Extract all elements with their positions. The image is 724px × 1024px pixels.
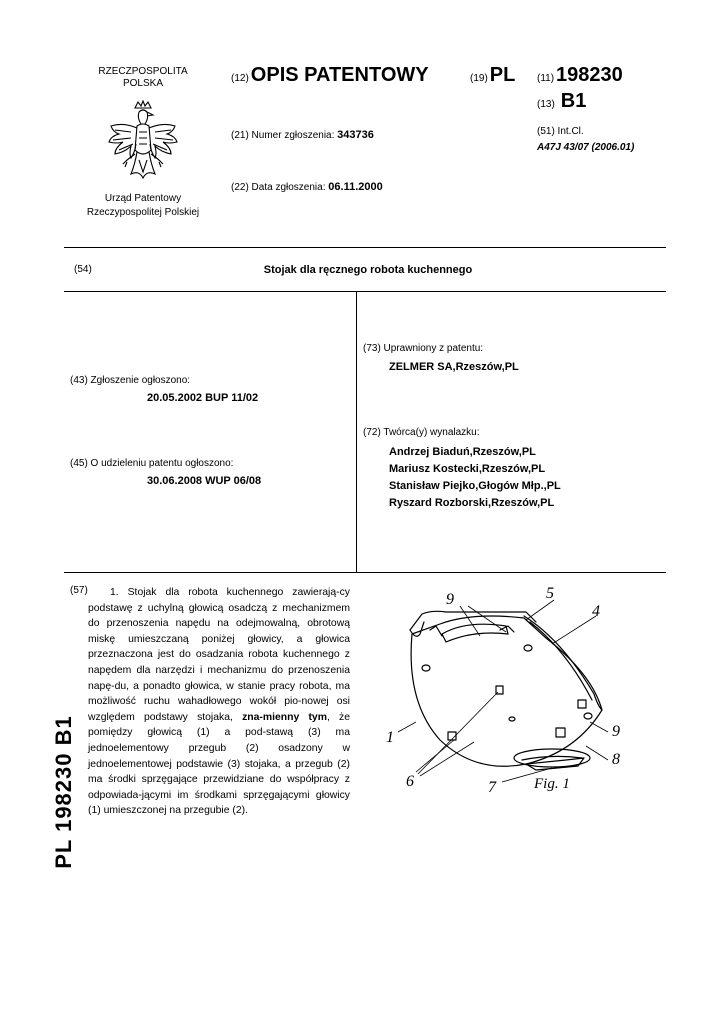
ipc-label: (51) Int.Cl. bbox=[537, 126, 584, 137]
figure-label-5: 5 bbox=[546, 585, 554, 602]
application-date-label: (22) Data zgłoszenia: bbox=[231, 182, 326, 193]
inventor-2: Mariusz Kostecki,Rzeszów,PL bbox=[389, 463, 546, 475]
country-line-2: POLSKA bbox=[122, 78, 164, 89]
country-line-1: RZECZPOSPOLITA bbox=[98, 66, 188, 77]
country-name bbox=[80, 66, 206, 90]
inventor-4: Ryszard Rozborski,Rzeszów,PL bbox=[389, 497, 555, 509]
inventor-3: Stanisław Piejko,Głogów Młp.,PL bbox=[389, 480, 561, 492]
country-code bbox=[470, 64, 515, 87]
figure-caption: Fig. 1 bbox=[534, 776, 570, 792]
base-tab bbox=[526, 758, 584, 770]
document-type-code: (12) bbox=[231, 73, 249, 84]
figure-label-4: 4 bbox=[592, 603, 600, 620]
office-line-1: Urząd Patentowy bbox=[104, 193, 182, 204]
invention-title: Stojak dla ręcznego robota kuchennego bbox=[263, 264, 473, 276]
inventor-1: Andrzej Biaduń,Rzeszów,PL bbox=[389, 446, 536, 458]
application-number bbox=[231, 129, 374, 141]
patent-number bbox=[537, 64, 623, 87]
proprietor-name: ZELMER SA,Rzeszów,PL bbox=[389, 361, 519, 373]
kind-code-label: (13) bbox=[537, 99, 555, 110]
head-top-surface bbox=[410, 611, 536, 630]
claim-text-bold: zna-mienny tym bbox=[242, 711, 327, 723]
divider-column bbox=[356, 291, 357, 572]
inventors-label: (72) Twórca(y) wynalazku: bbox=[363, 427, 480, 438]
figure-label-8: 8 bbox=[612, 751, 620, 768]
polish-eagle-emblem-icon bbox=[105, 100, 181, 186]
claim-number: 1. bbox=[110, 587, 119, 598]
proprietor-label: (73) Uprawniony z patentu: bbox=[363, 343, 484, 354]
divider-top bbox=[64, 247, 666, 248]
application-date-value: 06.11.2000 bbox=[328, 181, 383, 193]
side-patent-label bbox=[34, 712, 94, 872]
document-type-text: OPIS PATENTOWY bbox=[250, 64, 429, 86]
kind-code bbox=[537, 90, 586, 113]
head-body-outline bbox=[411, 616, 602, 766]
claim-text-part2: , że pomiędzy głowicą (1) a pod-stawą (3) ma jednoelementowy przegub (2) osadzony w jednoelementowej podstawie (3) stojaka, a przegub (2) ma środki sprzęgające przewidziane do współpracy z odpowiada-jącymi im środkami sprzęgającymi głowicy (1) umieszczonej na przegubie (2). bbox=[88, 711, 350, 817]
granted-value: 30.06.2008 WUP 06/08 bbox=[147, 475, 262, 487]
figure-label-9-right: 9 bbox=[612, 723, 620, 740]
inventors-list bbox=[389, 444, 561, 512]
granted-label: (45) O udzieleniu patentu ogłoszono: bbox=[70, 458, 234, 469]
announced-label: (43) Zgłoszenie ogłoszono: bbox=[70, 375, 191, 386]
application-number-value: 343736 bbox=[337, 129, 374, 141]
patent-number-value: 198230 bbox=[556, 64, 623, 86]
patent-figure bbox=[376, 582, 634, 800]
country-code-value: PL bbox=[489, 64, 516, 86]
claim-text-part1: Stojak dla robota kuchennego zawierają-cy podstawę z uchylną głowicą osadczą z mechanizmem do przenoszenia napędu na odejmowalną, obrotową miskę umieszczaną poniżej głowicy, a głowica przeznaczona jest do osadzania robota kuchennego z napędem dla narzędzi i mechanizmu do przenoszenia napę-du, a ponadto głowica, w stanie pracy robota, ma możliwość ruchu wahadłowego wokół pio-nowej osi względem podstawy stojaka, bbox=[88, 587, 350, 723]
application-number-label: (21) Numer zgłoszenia: bbox=[231, 130, 335, 141]
divider-title bbox=[64, 291, 666, 292]
patent-number-label: (11) bbox=[537, 73, 555, 84]
figure-label-7: 7 bbox=[488, 779, 496, 796]
divider-bottom bbox=[64, 572, 666, 573]
figure-label-6: 6 bbox=[406, 773, 414, 790]
announced-value: 20.05.2002 BUP 11/02 bbox=[147, 392, 259, 404]
kind-code-value: B1 bbox=[560, 90, 587, 112]
figure-label-1: 1 bbox=[386, 729, 394, 746]
office-line-2: Rzeczypospolitej Polskiej bbox=[86, 207, 200, 218]
abstract-code: (57) bbox=[70, 585, 88, 596]
application-date bbox=[231, 181, 383, 193]
side-patent-label-text: PL 198230 B1 bbox=[51, 715, 76, 869]
abstract-claim bbox=[88, 585, 350, 819]
country-code-label: (19) bbox=[470, 73, 488, 84]
document-type bbox=[231, 64, 429, 87]
title-code: (54) bbox=[74, 264, 92, 275]
patent-office-name bbox=[72, 192, 214, 220]
ipc-value: A47J 43/07 (2006.01) bbox=[537, 142, 635, 153]
figure-label-9-top: 9 bbox=[446, 591, 454, 608]
